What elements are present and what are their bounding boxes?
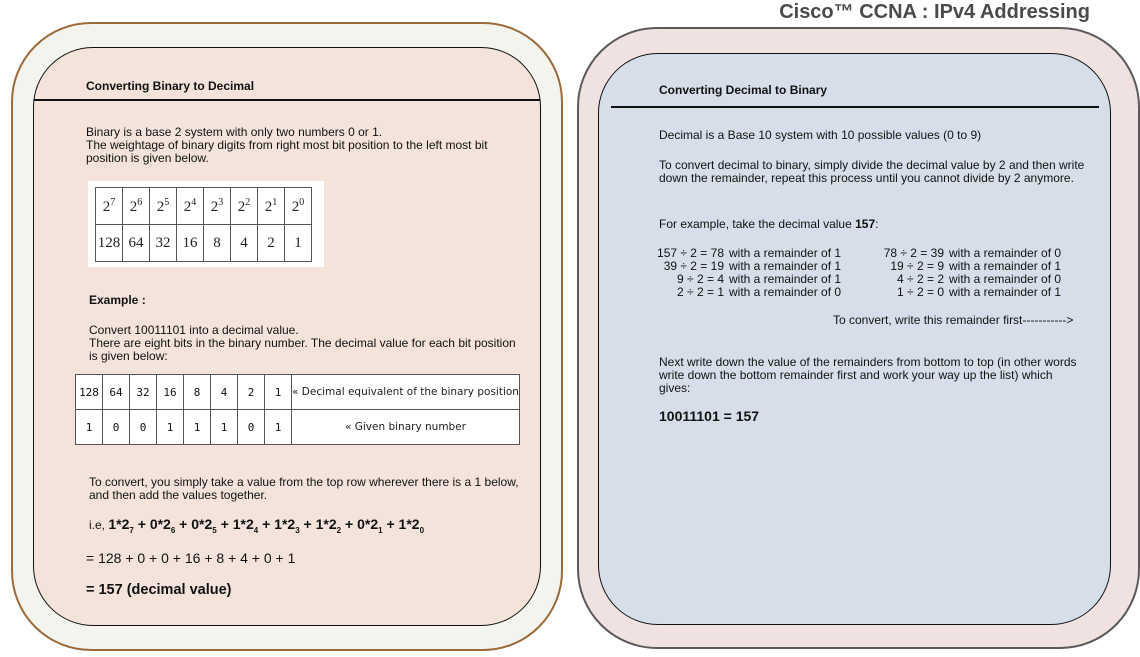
binary-decimal-table: [75, 374, 520, 445]
right-section-title: Converting Decimal to Binary: [659, 83, 828, 97]
binary-cell: 1: [157, 410, 184, 445]
division-step: 9 ÷ 2 = 4 with a remainder of 1: [677, 272, 842, 286]
decimal-cell: 8: [184, 375, 211, 410]
binary-cell: 0: [103, 410, 130, 445]
division-step: 157 ÷ 2 = 78 with a remainder of 1: [657, 246, 842, 260]
conversion-formula: i.e, $1*2_7 + 0*2_6 + 0*2_5 + 1*2_4 + 1*2_3 + 1*2_2 + 0*2_1 + 1*2_0$: [89, 516, 425, 535]
convert-text: To convert, you simply take a value from the top row wherever there is a 1 below, and then add the values together.: [89, 475, 519, 502]
binary-cell: 1: [211, 410, 238, 445]
remainder-note: To convert, write this remainder first----------->: [833, 313, 1074, 327]
decimal-cell: 16: [157, 375, 184, 410]
example-label: Example :: [89, 293, 146, 307]
right-result: 10011101 = 157: [659, 408, 760, 424]
division-step: 1 ÷ 2 = 0 with a remainder of 1: [897, 285, 1062, 299]
division-step: 4 ÷ 2 = 2 with a remainder of 0: [897, 272, 1062, 286]
formula-term: $1*2_7$ +: [108, 516, 150, 535]
decimal-cell: 1: [265, 375, 292, 410]
page-title: Cisco™ CCNA : IPv4 Addressing: [779, 1, 1090, 23]
formula-term: $1*2_4$ +: [232, 516, 275, 535]
bit-weight-power: $2^1$: [258, 188, 285, 225]
right-title-divider: [611, 106, 1099, 108]
bit-weight-value: 8: [204, 225, 231, 262]
bit-weight-power: $2^5$: [150, 188, 177, 225]
bit-weight-value: 32: [150, 225, 177, 262]
decimal-cell: 128: [76, 375, 103, 410]
division-step: 39 ÷ 2 = 19 with a remainder of 1: [663, 259, 842, 273]
bit-weight-value: 64: [123, 225, 150, 262]
bit-weight-power: $2^6$: [123, 188, 150, 225]
bit-weight-value: 128: [96, 225, 123, 262]
bit-weight-value: 1: [285, 225, 312, 262]
formula-term: $1*2_3$ +: [274, 516, 316, 535]
bit-weight-power: $2^0$: [285, 188, 312, 225]
binary-cell: 0: [238, 410, 265, 445]
left-intro: Binary is a base 2 system with only two numbers 0 or 1. The weightage of binary digits from right most bit position to the left most bit position is given below.: [86, 125, 488, 165]
right-intro: Decimal is a Base 10 system with 10 possible values (0 to 9): [659, 128, 982, 142]
binary-cell: 1: [76, 410, 103, 445]
bit-weight-chart: [88, 181, 324, 267]
division-step: 19 ÷ 2 = 9 with a remainder of 1: [890, 259, 1062, 273]
bit-weight-power: $2^2$: [231, 188, 258, 225]
left-title-divider: [34, 99, 540, 101]
binary-note: « Given binary number: [292, 410, 520, 445]
division-steps-right: [874, 247, 1061, 299]
right-method: To convert decimal to binary, simply divide the decimal value by 2 and then write down the remainder, repeat this process until you cannot divide by 2 anymore.: [659, 158, 1085, 185]
decimal-note: « Decimal equivalent of the binary position: [292, 375, 520, 410]
example-text: Convert 10011101 into a decimal value. There are eight bits in the binary number. The decimal value for each bit position is given below:: [89, 323, 516, 363]
bit-weight-value: 2: [258, 225, 285, 262]
binary-cell: 1: [265, 410, 292, 445]
bit-weight-value: 4: [231, 225, 258, 262]
bit-weight-power: $2^3$: [204, 188, 231, 225]
left-section-title: Converting Binary to Decimal: [86, 79, 255, 93]
binary-cell: 0: [130, 410, 157, 445]
binary-cell: 1: [184, 410, 211, 445]
left-result: = 157 (decimal value): [86, 582, 232, 598]
bit-weight-value: 16: [177, 225, 204, 262]
right-example: For example, take the decimal value 157:: [659, 217, 879, 231]
right-next-text: Next write down the value of the remainders from bottom to top (in other words write down the bottom remainder first and work your way up the list) which gives:: [659, 355, 1077, 395]
bit-weight-power: $2^4$: [177, 188, 204, 225]
formula-term: $1*2_2$ +: [315, 516, 358, 535]
formula-term: $0*2_1$ +: [357, 516, 399, 535]
formula-term: $1*2_0$: [398, 516, 425, 535]
decimal-cell: 4: [211, 375, 238, 410]
formula-term: $0*2_5$ +: [191, 516, 233, 535]
decimal-cell: 32: [130, 375, 157, 410]
formula-term: $0*2_6$ +: [149, 516, 192, 535]
bit-weight-power: $2^7$: [96, 188, 123, 225]
division-step: 2 ÷ 2 = 1 with a remainder of 0: [677, 285, 842, 299]
decimal-cell: 64: [103, 375, 130, 410]
division-step: 78 ÷ 2 = 39 with a remainder of 0: [883, 246, 1062, 260]
division-steps-left: [654, 247, 841, 299]
sum-expression: = 128 + 0 + 0 + 16 + 8 + 4 + 0 + 1: [86, 550, 296, 566]
decimal-cell: 2: [238, 375, 265, 410]
